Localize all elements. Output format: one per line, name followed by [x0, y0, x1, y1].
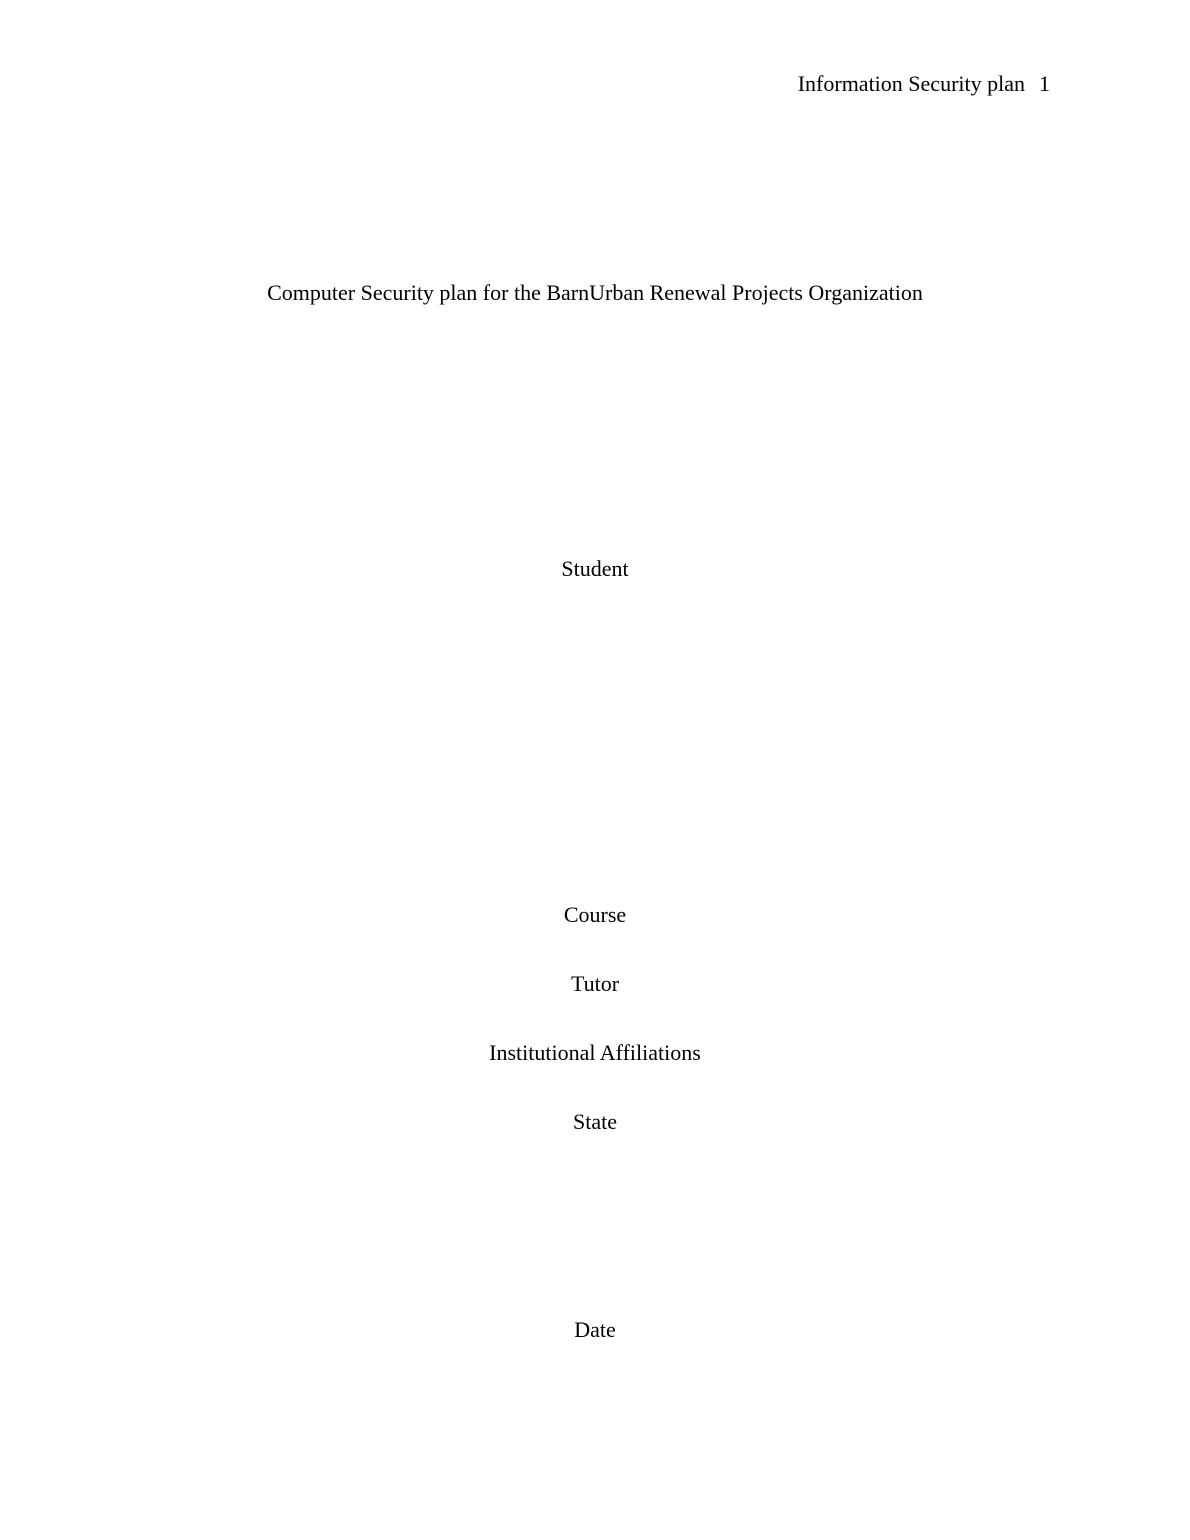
student-name: Student — [561, 556, 629, 581]
institutional-affiliation: Institutional Affiliations — [489, 1040, 701, 1065]
tutor-name: Tutor — [570, 971, 620, 996]
state: State — [573, 1109, 617, 1134]
page-number: 1 — [1039, 71, 1050, 96]
date: Date — [574, 1317, 616, 1342]
running-head-title: Information Security plan — [797, 71, 1025, 96]
running-head — [798, 70, 1050, 98]
course-name: Course — [563, 902, 627, 927]
paper-title: Computer Security plan for the BarnUrban Renewal Projects Organization — [267, 280, 923, 305]
